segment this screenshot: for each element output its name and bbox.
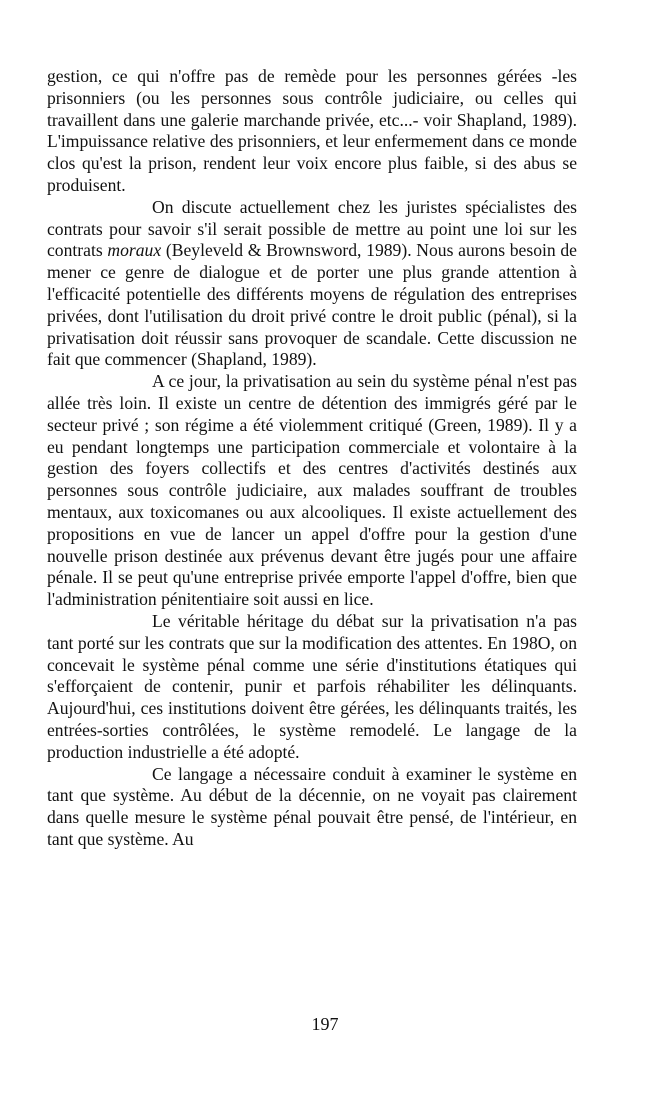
paragraph-2-emphasis: moraux <box>107 240 162 261</box>
page-body <box>47 66 577 851</box>
paragraph-3: A ce jour, la privatisation au sein du système pénal n'est pas allée très loin. Il existe un centre de détention des immigrés géré par le secteur privé ; son régime a été violemment critiqué (Green, 1989). Il y a eu pendant longtemps une participation commerciale et volontaire à la gestion des foyers collectifs et des centres d'activités destinés aux personnes sous contrôle judiciaire, aux malades souffrant de troubles mentaux, aux toxicomanes ou aux alcooliques. Il existe actuellement des propositions en vue de lancer un appel d'offre pour la gestion d'une nouvelle prison destinée aux prévenus devant être jugés pour une affaire pénale. Il se peut qu'une entreprise privée emporte l'appel d'offre, bien que l'administration pénitentiaire soit aussi en lice. <box>47 371 577 610</box>
paragraph-2 <box>47 197 577 371</box>
paragraph-2-text-after: (Beyleveld & Brownsword, 1989). Nous aurons besoin de mener ce genre de dialogue et de porter une plus grande attention à l'efficacité potentielle des différents moyens de régulation des entreprises privées, dont l'utilisation du droit privé contre le droit public (pénal), si la privatisation doit réussir sans provoquer de scandale. Cette discussion ne fait que commencer (Shapland, 1989). <box>47 240 577 370</box>
page-number: 197 <box>311 1014 339 1034</box>
paragraph-5: Ce langage a nécessaire conduit à examiner le système en tant que système. Au début de la décennie, on ne voyait pas clairement dans quelle mesure le système pénal pouvait être pensé, de l'intérieur, en tant que système. Au <box>47 763 577 849</box>
paragraph-4: Le véritable héritage du débat sur la privatisation n'a pas tant porté sur les contrats que sur la modification des attentes. En 198O, on concevait le système pénal comme une série d'institutions étatiques qui s'efforçaient de contenir, punir et parfois réhabiliter les délinquants. Aujourd'hui, ces institutions doivent être gérées, les délinquants traités, les entrées-sorties contrôlées, le système remodelé. Le langage de la production industrielle a été adopté. <box>47 610 577 762</box>
paragraph-2-text-before: On discute actuellement chez les juristes spécialistes des contrats pour savoir s'il serait possible de mettre au point une loi sur les contrats <box>47 196 577 261</box>
paragraph-1: gestion, ce qui n'offre pas de remède pour les personnes gérées -les prisonniers (ou les personnes sous contrôle judiciaire, ou celles qui travaillent dans une galerie marchande privée, etc...- voir Shapland, 1989). L'impuissance relative des prisonniers, et leur enfermement dans ce monde clos qu'est la prison, rendent leur voix encore plus faible, si des abus se produisent. <box>47 66 577 195</box>
